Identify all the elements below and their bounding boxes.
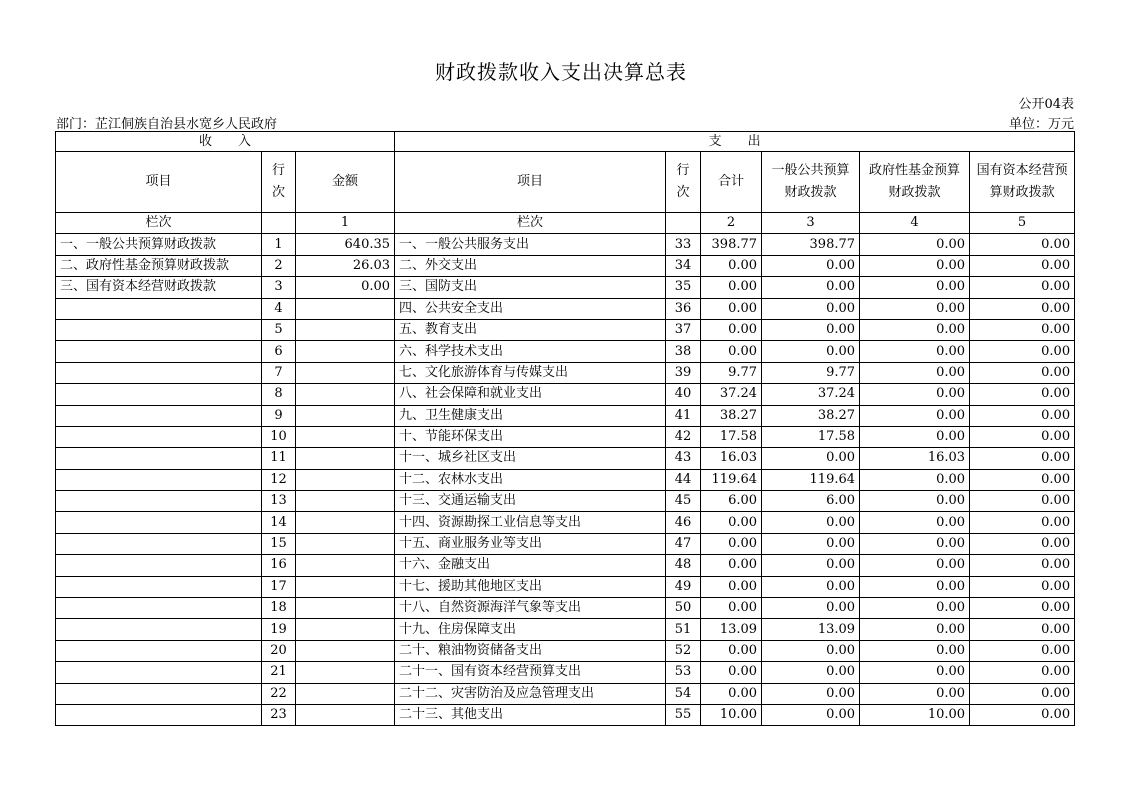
income-row-no-cell: 2	[262, 255, 296, 276]
state-capital-cell: 0.00	[970, 277, 1075, 298]
total-cell: 0.00	[701, 512, 762, 533]
income-row-no-cell: 21	[262, 662, 296, 683]
income-item-cell: 一、一般公共预算财政拨款	[56, 234, 262, 255]
table-row	[56, 512, 1075, 533]
income-row-no-cell: 7	[262, 362, 296, 383]
expense-item-cell: 十四、资源勘探工业信息等支出	[395, 512, 666, 533]
gov-fund-cell: 0.00	[860, 319, 970, 340]
income-amount-cell	[296, 704, 395, 725]
state-capital-cell: 0.00	[970, 533, 1075, 554]
general-budget-cell: 9.77	[762, 362, 860, 383]
total-cell: 0.00	[701, 555, 762, 576]
general-budget-cell: 0.00	[762, 298, 860, 319]
gov-fund-cell: 10.00	[860, 704, 970, 725]
income-item-cell	[56, 384, 262, 405]
total-cell: 0.00	[701, 277, 762, 298]
state-capital-cell: 0.00	[970, 255, 1075, 276]
general-budget-cell: 0.00	[762, 448, 860, 469]
income-item-cell	[56, 319, 262, 340]
total-cell: 0.00	[701, 341, 762, 362]
general-budget-cell: 398.77	[762, 234, 860, 255]
budget-table	[55, 131, 1075, 726]
table-row	[56, 640, 1075, 661]
expense-row-no-cell: 40	[666, 384, 701, 405]
expense-row-no-cell: 35	[666, 277, 701, 298]
total-cell: 0.00	[701, 319, 762, 340]
total-cell: 398.77	[701, 234, 762, 255]
state-capital-cell: 0.00	[970, 405, 1075, 426]
income-amount-cell	[296, 362, 395, 383]
income-item-cell	[56, 426, 262, 447]
income-amount-cell	[296, 491, 395, 512]
total-cell: 0.00	[701, 598, 762, 619]
total-cell: 38.27	[701, 405, 762, 426]
income-item-header: 项目	[56, 152, 262, 213]
expense-item-cell: 七、文化旅游体育与传媒支出	[395, 362, 666, 383]
general-budget-header: 一般公共预算财政拨款	[762, 152, 860, 213]
income-amount-cell: 0.00	[296, 277, 395, 298]
total-cell: 0.00	[701, 640, 762, 661]
expense-row-no-header: 行次	[666, 152, 701, 213]
expense-item-cell: 十六、金融支出	[395, 555, 666, 576]
income-row-no-cell: 15	[262, 533, 296, 554]
income-item-cell	[56, 619, 262, 640]
gov-fund-cell: 0.00	[860, 426, 970, 447]
expense-row-no-cell: 44	[666, 469, 701, 490]
income-item-cell	[56, 598, 262, 619]
gov-fund-cell: 0.00	[860, 341, 970, 362]
gov-fund-cell: 0.00	[860, 298, 970, 319]
income-item-cell	[56, 555, 262, 576]
gov-fund-cell: 0.00	[860, 491, 970, 512]
expense-item-cell: 六、科学技术支出	[395, 341, 666, 362]
expense-row-no-cell: 42	[666, 426, 701, 447]
table-row	[56, 533, 1075, 554]
total-cell: 37.24	[701, 384, 762, 405]
income-row-no-cell: 14	[262, 512, 296, 533]
income-amount-cell	[296, 405, 395, 426]
page-title: 财政拨款收入支出决算总表	[435, 60, 687, 84]
expense-item-cell: 二十二、灾害防治及应急管理支出	[395, 683, 666, 704]
expense-row-no-cell: 34	[666, 255, 701, 276]
state-capital-cell: 0.00	[970, 512, 1075, 533]
table-row	[56, 576, 1075, 597]
expense-index-label: 栏次	[395, 213, 666, 234]
total-cell: 119.64	[701, 469, 762, 490]
gov-fund-cell: 0.00	[860, 384, 970, 405]
expense-row-no-cell: 54	[666, 683, 701, 704]
table-row	[56, 598, 1075, 619]
expense-index-blank	[666, 213, 701, 234]
expense-item-cell: 一、一般公共服务支出	[395, 234, 666, 255]
gov-fund-cell: 0.00	[860, 277, 970, 298]
income-item-cell	[56, 533, 262, 554]
income-amount-cell	[296, 512, 395, 533]
income-amount-cell	[296, 555, 395, 576]
income-amount-cell	[296, 384, 395, 405]
state-capital-cell: 0.00	[970, 662, 1075, 683]
state-capital-cell: 0.00	[970, 555, 1075, 576]
total-cell: 10.00	[701, 704, 762, 725]
income-row-no-cell: 5	[262, 319, 296, 340]
income-item-cell	[56, 491, 262, 512]
table-row	[56, 619, 1075, 640]
income-amount-cell: 26.03	[296, 255, 395, 276]
income-item-cell	[56, 362, 262, 383]
total-cell: 6.00	[701, 491, 762, 512]
state-capital-cell: 0.00	[970, 491, 1075, 512]
expense-item-cell: 十二、农林水支出	[395, 469, 666, 490]
expense-row-no-cell: 55	[666, 704, 701, 725]
general-budget-cell: 0.00	[762, 512, 860, 533]
income-row-no-cell: 18	[262, 598, 296, 619]
index-label: 栏次	[56, 213, 262, 234]
gov-fund-cell: 0.00	[860, 683, 970, 704]
income-amount-cell	[296, 319, 395, 340]
income-amount-header: 金额	[296, 152, 395, 213]
table-row	[56, 319, 1075, 340]
income-item-cell	[56, 448, 262, 469]
expense-row-no-cell: 36	[666, 298, 701, 319]
general-budget-cell: 0.00	[762, 683, 860, 704]
total-cell: 0.00	[701, 576, 762, 597]
general-budget-cell: 38.27	[762, 405, 860, 426]
gov-fund-cell: 16.03	[860, 448, 970, 469]
state-capital-cell: 0.00	[970, 362, 1075, 383]
expense-row-no-cell: 43	[666, 448, 701, 469]
income-amount-cell	[296, 448, 395, 469]
table-row	[56, 555, 1075, 576]
general-budget-cell: 0.00	[762, 555, 860, 576]
income-row-no-cell: 16	[262, 555, 296, 576]
column-header-row	[56, 152, 1075, 213]
gov-fund-cell: 0.00	[860, 255, 970, 276]
table-row	[56, 277, 1075, 298]
gov-fund-cell: 0.00	[860, 362, 970, 383]
general-budget-cell: 13.09	[762, 619, 860, 640]
income-amount-cell	[296, 469, 395, 490]
general-budget-cell: 37.24	[762, 384, 860, 405]
state-capital-cell: 0.00	[970, 384, 1075, 405]
income-item-cell	[56, 469, 262, 490]
income-amount-cell	[296, 298, 395, 319]
gov-fund-cell: 0.00	[860, 576, 970, 597]
index-1: 1	[296, 213, 395, 234]
gov-fund-header: 政府性基金预算财政拨款	[860, 152, 970, 213]
income-item-cell	[56, 512, 262, 533]
gov-fund-cell: 0.00	[860, 662, 970, 683]
state-capital-cell: 0.00	[970, 576, 1075, 597]
table-row	[56, 704, 1075, 725]
gov-fund-cell: 0.00	[860, 619, 970, 640]
gov-fund-cell: 0.00	[860, 469, 970, 490]
expense-item-cell: 十九、住房保障支出	[395, 619, 666, 640]
income-row-no-cell: 19	[262, 619, 296, 640]
total-cell: 17.58	[701, 426, 762, 447]
table-row	[56, 405, 1075, 426]
gov-fund-cell: 0.00	[860, 555, 970, 576]
state-capital-header: 国有资本经营预算财政拨款	[970, 152, 1075, 213]
index-blank	[262, 213, 296, 234]
state-capital-cell: 0.00	[970, 448, 1075, 469]
income-item-cell	[56, 640, 262, 661]
income-row-no-cell: 17	[262, 576, 296, 597]
total-cell: 0.00	[701, 533, 762, 554]
general-budget-cell: 0.00	[762, 662, 860, 683]
income-row-no-cell: 10	[262, 426, 296, 447]
state-capital-cell: 0.00	[970, 683, 1075, 704]
total-cell: 13.09	[701, 619, 762, 640]
expense-row-no-cell: 47	[666, 533, 701, 554]
total-cell: 16.03	[701, 448, 762, 469]
expense-row-no-cell: 38	[666, 341, 701, 362]
column-index-row	[56, 213, 1075, 234]
total-cell: 9.77	[701, 362, 762, 383]
gov-fund-cell: 0.00	[860, 405, 970, 426]
income-item-cell	[56, 662, 262, 683]
income-item-cell	[56, 683, 262, 704]
table-row	[56, 448, 1075, 469]
total-cell: 0.00	[701, 662, 762, 683]
expense-item-cell: 十一、城乡社区支出	[395, 448, 666, 469]
expense-row-no-cell: 45	[666, 491, 701, 512]
general-budget-cell: 0.00	[762, 598, 860, 619]
expense-row-no-cell: 37	[666, 319, 701, 340]
expense-item-cell: 三、国防支出	[395, 277, 666, 298]
unit-label: 单位：万元	[1008, 117, 1074, 132]
expense-row-no-cell: 46	[666, 512, 701, 533]
expense-row-no-cell: 52	[666, 640, 701, 661]
income-row-no-cell: 12	[262, 469, 296, 490]
table-row	[56, 255, 1075, 276]
table-row	[56, 341, 1075, 362]
income-row-no-cell: 8	[262, 384, 296, 405]
expense-row-no-cell: 39	[666, 362, 701, 383]
state-capital-cell: 0.00	[970, 319, 1075, 340]
gov-fund-cell: 0.00	[860, 234, 970, 255]
state-capital-cell: 0.00	[970, 341, 1075, 362]
income-row-no-cell: 6	[262, 341, 296, 362]
income-section-header: 收 入	[56, 132, 395, 152]
expense-row-no-cell: 33	[666, 234, 701, 255]
state-capital-cell: 0.00	[970, 469, 1075, 490]
general-budget-cell: 0.00	[762, 319, 860, 340]
table-row	[56, 426, 1075, 447]
income-amount-cell	[296, 662, 395, 683]
gov-fund-cell: 0.00	[860, 598, 970, 619]
income-amount-cell	[296, 598, 395, 619]
total-cell: 0.00	[701, 255, 762, 276]
expense-item-cell: 四、公共安全支出	[395, 298, 666, 319]
general-budget-cell: 0.00	[762, 533, 860, 554]
department-label: 部门：芷江侗族自治县水宽乡人民政府	[56, 117, 278, 132]
table-row	[56, 683, 1075, 704]
income-row-no-cell: 4	[262, 298, 296, 319]
general-budget-cell: 0.00	[762, 341, 860, 362]
general-budget-cell: 0.00	[762, 255, 860, 276]
index-2: 2	[701, 213, 762, 234]
table-row	[56, 234, 1075, 255]
income-row-no-cell: 22	[262, 683, 296, 704]
income-row-no-cell: 13	[262, 491, 296, 512]
expense-row-no-cell: 41	[666, 405, 701, 426]
general-budget-cell: 0.00	[762, 640, 860, 661]
index-5: 5	[970, 213, 1075, 234]
state-capital-cell: 0.00	[970, 426, 1075, 447]
income-item-cell	[56, 341, 262, 362]
expense-row-no-cell: 50	[666, 598, 701, 619]
expense-item-cell: 十三、交通运输支出	[395, 491, 666, 512]
expense-row-no-cell: 49	[666, 576, 701, 597]
income-item-cell	[56, 405, 262, 426]
expense-item-cell: 九、卫生健康支出	[395, 405, 666, 426]
income-amount-cell: 640.35	[296, 234, 395, 255]
index-4: 4	[860, 213, 970, 234]
general-budget-cell: 119.64	[762, 469, 860, 490]
index-3: 3	[762, 213, 860, 234]
total-cell: 0.00	[701, 298, 762, 319]
total-header: 合计	[701, 152, 762, 213]
expense-item-cell: 十、节能环保支出	[395, 426, 666, 447]
expense-row-no-cell: 51	[666, 619, 701, 640]
expense-item-cell: 二十、粮油物资储备支出	[395, 640, 666, 661]
income-row-no-cell: 23	[262, 704, 296, 725]
form-number: 公开04表	[1018, 97, 1074, 112]
income-item-cell	[56, 298, 262, 319]
general-budget-cell: 0.00	[762, 704, 860, 725]
income-row-no-cell: 9	[262, 405, 296, 426]
expense-item-cell: 五、教育支出	[395, 319, 666, 340]
income-amount-cell	[296, 640, 395, 661]
general-budget-cell: 17.58	[762, 426, 860, 447]
expense-item-cell: 二十三、其他支出	[395, 704, 666, 725]
income-row-no-cell: 11	[262, 448, 296, 469]
table-row	[56, 491, 1075, 512]
state-capital-cell: 0.00	[970, 234, 1075, 255]
income-item-cell: 三、国有资本经营财政拨款	[56, 277, 262, 298]
income-row-no-cell: 20	[262, 640, 296, 661]
expense-item-cell: 二十一、国有资本经营预算支出	[395, 662, 666, 683]
expense-item-cell: 十五、商业服务业等支出	[395, 533, 666, 554]
income-amount-cell	[296, 341, 395, 362]
general-budget-cell: 0.00	[762, 277, 860, 298]
expense-row-no-cell: 48	[666, 555, 701, 576]
table-row	[56, 384, 1075, 405]
expense-row-no-cell: 53	[666, 662, 701, 683]
state-capital-cell: 0.00	[970, 704, 1075, 725]
income-amount-cell	[296, 576, 395, 597]
income-amount-cell	[296, 619, 395, 640]
state-capital-cell: 0.00	[970, 298, 1075, 319]
table-row	[56, 362, 1075, 383]
income-amount-cell	[296, 426, 395, 447]
income-amount-cell	[296, 533, 395, 554]
income-item-cell	[56, 576, 262, 597]
income-row-no-cell: 1	[262, 234, 296, 255]
state-capital-cell: 0.00	[970, 598, 1075, 619]
table-row	[56, 298, 1075, 319]
total-cell: 0.00	[701, 683, 762, 704]
income-amount-cell	[296, 683, 395, 704]
expense-item-cell: 二、外交支出	[395, 255, 666, 276]
table-row	[56, 662, 1075, 683]
income-item-cell: 二、政府性基金预算财政拨款	[56, 255, 262, 276]
gov-fund-cell: 0.00	[860, 640, 970, 661]
state-capital-cell: 0.00	[970, 619, 1075, 640]
expense-item-header: 项目	[395, 152, 666, 213]
gov-fund-cell: 0.00	[860, 512, 970, 533]
expense-item-cell: 八、社会保障和就业支出	[395, 384, 666, 405]
general-budget-cell: 6.00	[762, 491, 860, 512]
expense-item-cell: 十八、自然资源海洋气象等支出	[395, 598, 666, 619]
gov-fund-cell: 0.00	[860, 533, 970, 554]
expense-item-cell: 十七、援助其他地区支出	[395, 576, 666, 597]
income-row-no-header: 行次	[262, 152, 296, 213]
section-header-row	[56, 132, 1075, 152]
table-row	[56, 469, 1075, 490]
income-item-cell	[56, 704, 262, 725]
state-capital-cell: 0.00	[970, 640, 1075, 661]
general-budget-cell: 0.00	[762, 576, 860, 597]
expense-section-header: 支 出	[395, 132, 1075, 152]
income-row-no-cell: 3	[262, 277, 296, 298]
